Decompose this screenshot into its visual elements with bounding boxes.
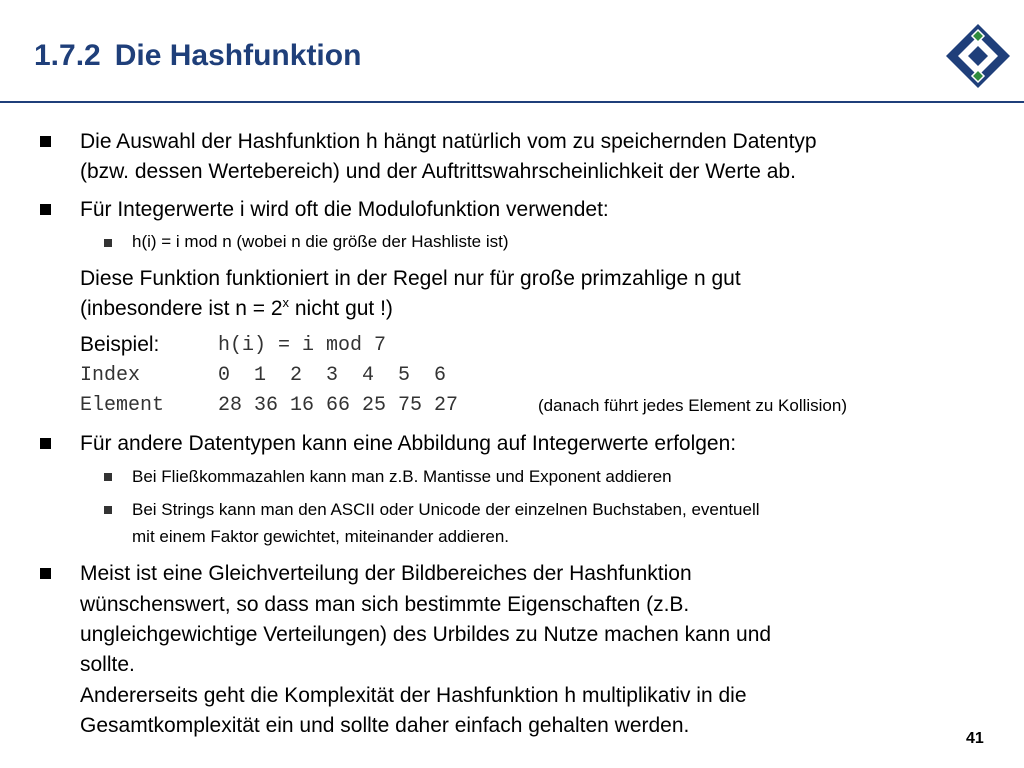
bullet-4-line-4: sollte. xyxy=(80,653,135,676)
collision-note: (danach führt jedes Element zu Kollision) xyxy=(538,396,847,415)
bullet-3-text: Für andere Datentypen kann eine Abbildung auf Integerwerte erfolgen: xyxy=(80,432,737,455)
example-formula: h(i) = i mod 7 xyxy=(218,334,387,357)
bullet-3-sub-2-line-2: mit einem Faktor gewichtet, miteinander addieren. xyxy=(132,527,510,546)
element-values: 28 36 16 66 25 75 27 xyxy=(218,394,459,417)
sub-bullet-marker xyxy=(104,473,112,481)
superscript-x: x xyxy=(282,295,290,310)
paragraph-text: nicht gut !) xyxy=(289,297,393,320)
bullet-marker xyxy=(40,136,51,147)
diamond-logo-icon xyxy=(944,22,1012,90)
bullet-2-sub-1: h(i) = i mod n (wobei n die größe der Hashliste ist) xyxy=(132,232,509,251)
example-label: Beispiel: xyxy=(80,333,160,356)
title-divider xyxy=(0,101,1024,103)
bullet-4-line-1: Meist ist eine Gleichverteilung der Bildbereiches der Hashfunktion xyxy=(80,562,692,585)
bullet-marker xyxy=(40,204,51,215)
bullet-2-text: Für Integerwerte i wird oft die Modulofunktion verwendet: xyxy=(80,198,609,221)
bullet-4-line-5: Andererseits geht die Komplexität der Hashfunktion h multiplikativ in die xyxy=(80,684,747,707)
bullet-4-line-6: Gesamtkomplexität ein und sollte daher einfach gehalten werden. xyxy=(80,714,690,737)
title-text: Die Hashfunktion xyxy=(114,39,362,72)
bullet-1-line-2: (bzw. dessen Wertebereich) und der Auftrittswahrscheinlichkeit der Werte ab. xyxy=(80,160,796,183)
sub-bullet-marker xyxy=(104,506,112,514)
element-label: Element xyxy=(80,394,165,417)
bullet-3-sub-1: Bei Fließkommazahlen kann man z.B. Mantisse und Exponent addieren xyxy=(132,467,672,486)
bullet-2-paragraph-line-1: Diese Funktion funktioniert in der Regel nur für große primzahlige n gut xyxy=(80,267,741,290)
bullet-marker xyxy=(40,568,51,579)
bullet-4-line-2: wünschenswert, so dass man sich bestimmte Eigenschaften (z.B. xyxy=(80,593,690,616)
bullet-marker xyxy=(40,438,51,449)
bullet-1-line-1: Die Auswahl der Hashfunktion h hängt natürlich vom zu speichernden Datentyp xyxy=(80,130,817,153)
bullet-3-sub-2-line-1: Bei Strings kann man den ASCII oder Unicode der einzelnen Buchstaben, eventuell xyxy=(132,500,760,519)
index-values: 0 1 2 3 4 5 6 xyxy=(218,364,447,387)
bullet-4-line-3: ungleichgewichtige Verteilungen) des Urbildes zu Nutze machen kann und xyxy=(80,623,772,646)
slide-title xyxy=(34,36,361,76)
paragraph-text: (inbesondere ist n = 2 xyxy=(80,297,283,320)
page-number: 41 xyxy=(966,730,984,747)
section-number: 1.7.2 xyxy=(34,39,101,72)
sub-bullet-marker xyxy=(104,239,112,247)
bullet-2-paragraph-line-2 xyxy=(80,294,393,324)
index-label: Index xyxy=(80,364,141,387)
